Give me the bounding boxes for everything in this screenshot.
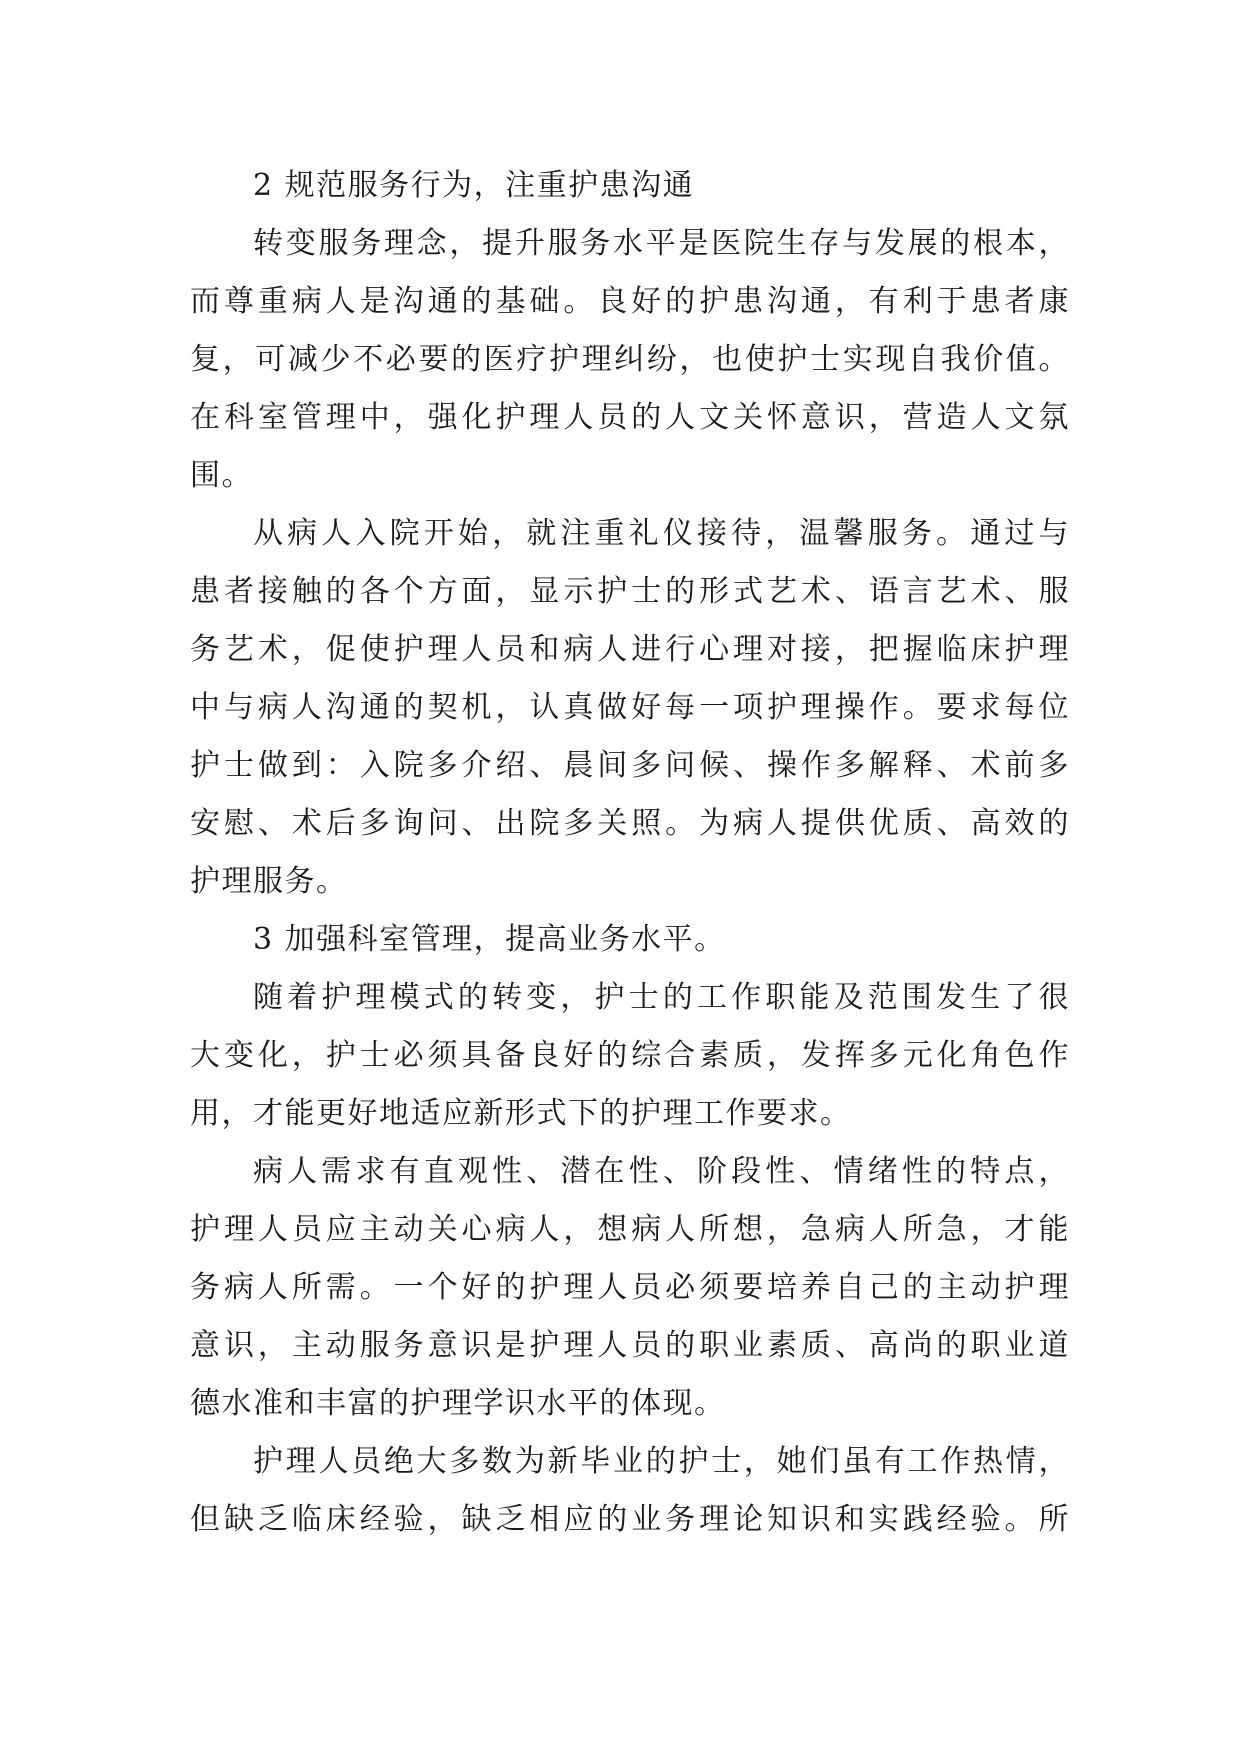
text-line: 但缺乏临床经验，缺乏相应的业务理论知识和实践经验。所 — [190, 1502, 1070, 1537]
text-line: 患者接触的各个方面，显示护士的形式艺术、语言艺术、服 — [190, 574, 1070, 609]
text-line: 护理人员应主动关心病人，想病人所想，急病人所急，才能 — [190, 1212, 1070, 1247]
text-line: 德水准和丰富的护理学识水平的体现。 — [190, 1386, 726, 1421]
text-line: 护士做到：入院多介绍、晨间多问候、操作多解释、术前多 — [190, 748, 1070, 783]
heading-section-3: 3 加强科室管理，提高业务水平。 — [253, 922, 726, 957]
text-line: 务病人所需。一个好的护理人员必须要培养自己的主动护理 — [190, 1270, 1070, 1305]
text-line: 安慰、术后多询问、出院多关照。为病人提供优质、高效的 — [190, 806, 1070, 841]
text-line: 用，才能更好地适应新形式下的护理工作要求。 — [190, 1096, 852, 1131]
heading-section-2: 2 规范服务行为，注重护患沟通 — [253, 168, 695, 203]
text-line: 围。 — [190, 458, 253, 493]
text-line: 随着护理模式的转变，护士的工作职能及范围发生了很 — [253, 980, 1070, 1015]
text-line: 大变化，护士必须具备良好的综合素质，发挥多元化角色作 — [190, 1038, 1070, 1073]
text-line: 转变服务理念，提升服务水平是医院生存与发展的根本， — [253, 226, 1070, 261]
text-line: 护理人员绝大多数为新毕业的护士，她们虽有工作热情， — [253, 1444, 1070, 1479]
text-line: 病人需求有直观性、潜在性、阶段性、情绪性的特点， — [253, 1154, 1070, 1189]
text-line: 在科室管理中，强化护理人员的人文关怀意识，营造人文氛 — [190, 400, 1070, 435]
text-line: 务艺术，促使护理人员和病人进行心理对接，把握临床护理 — [190, 632, 1070, 667]
text-line: 中与病人沟通的契机，认真做好每一项护理操作。要求每位 — [190, 690, 1070, 725]
text-line: 意识，主动服务意识是护理人员的职业素质、高尚的职业道 — [190, 1328, 1070, 1363]
text-line: 护理服务。 — [190, 864, 348, 899]
text-line: 复，可减少不必要的医疗护理纠纷，也使护士实现自我价值。 — [190, 342, 1070, 377]
text-line: 从病人入院开始，就注重礼仪接待，温馨服务。通过与 — [253, 516, 1070, 551]
text-line: 而尊重病人是沟通的基础。良好的护患沟通，有利于患者康 — [190, 284, 1070, 319]
